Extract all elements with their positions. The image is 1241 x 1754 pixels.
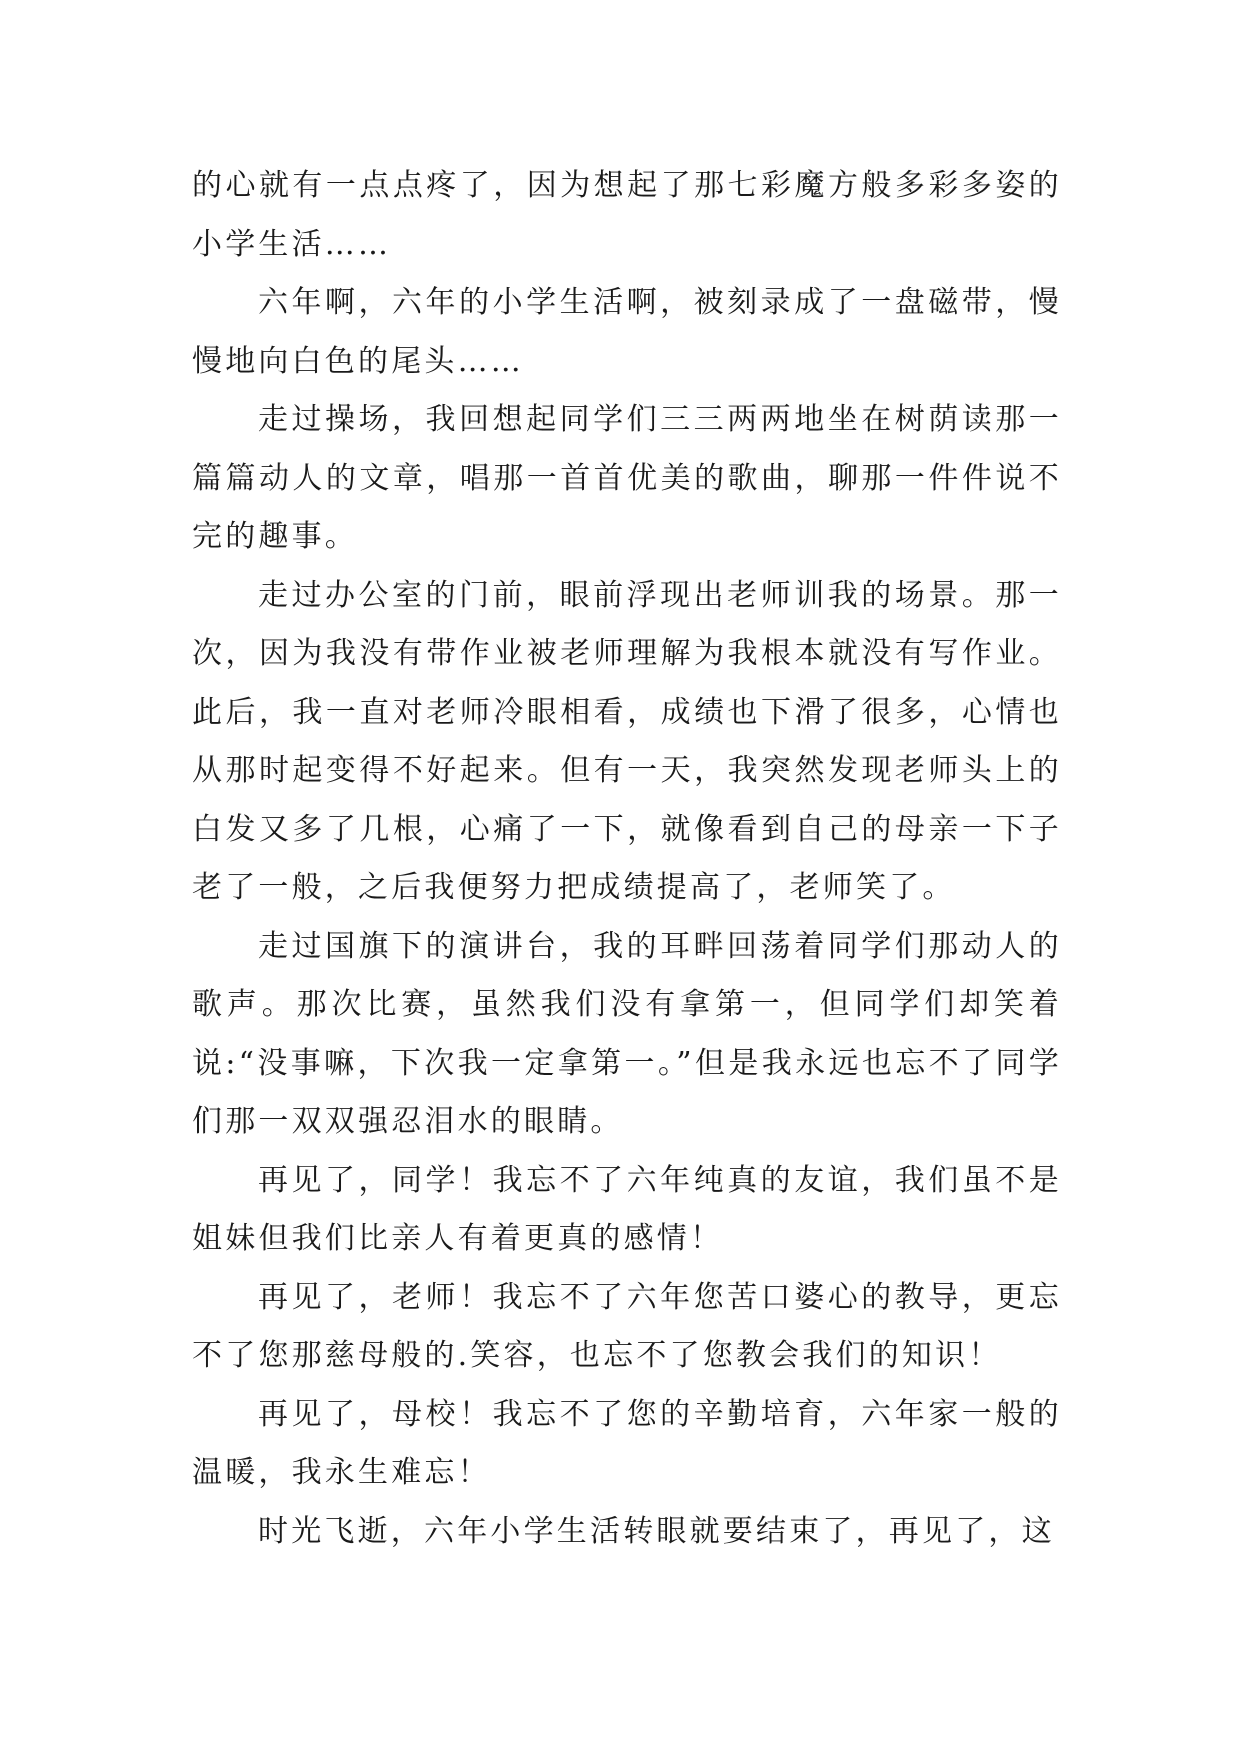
paragraph-3: 走过操场，我回想起同学们三三两两地坐在树荫读那一篇篇动人的文章，唱那一首首优美的歌曲，聊那一件件说不完的趣事。 xyxy=(192,402,1062,554)
paragraph-4: 走过办公室的门前，眼前浮现出老师训我的场景。那一次，因为我没有带作业被老师理解为我根本就没有写作业。此后，我一直对老师冷眼相看，成绩也下滑了很多，心情也从那时起变得不好起来。但有一天，我突然发现老师头上的白发又多了几根，心痛了一下，就像看到自己的母亲一下子老了一般，之后我便努力把成绩提高了，老师笑了。 xyxy=(192,577,1062,905)
paragraph-8: 再见了，母校！我忘不了您的辛勤培育，六年家一般的温暖，我永生难忘！ xyxy=(192,1396,1062,1490)
paragraph-5: 走过国旗下的演讲台，我的耳畔回荡着同学们那动人的歌声。那次比赛，虽然我们没有拿第一，但同学们却笑着说:“没事嘛，下次我一定拿第一。”但是我永远也忘不了同学们那一双双强忍泪水的眼睛。 xyxy=(192,928,1062,1139)
paragraph-2: 六年啊，六年的小学生活啊，被刻录成了一盘磁带，慢慢地向白色的尾头…… xyxy=(192,285,1062,379)
paragraph-6: 再见了，同学！我忘不了六年纯真的友谊，我们虽不是姐妹但我们比亲人有着更真的感情！ xyxy=(192,1162,1062,1256)
paragraph-9: 时光飞逝，六年小学生活转眼就要结束了，再见了，这 xyxy=(258,1513,1055,1549)
document-body xyxy=(192,157,1062,1561)
paragraph-7: 再见了，老师！我忘不了六年您苦口婆心的教导，更忘不了您那慈母般的.笑容，也忘不了您教会我们的知识！ xyxy=(192,1279,1062,1373)
paragraph-1: 的心就有一点点疼了，因为想起了那七彩魔方般多彩多姿的小学生活…… xyxy=(192,168,1062,262)
